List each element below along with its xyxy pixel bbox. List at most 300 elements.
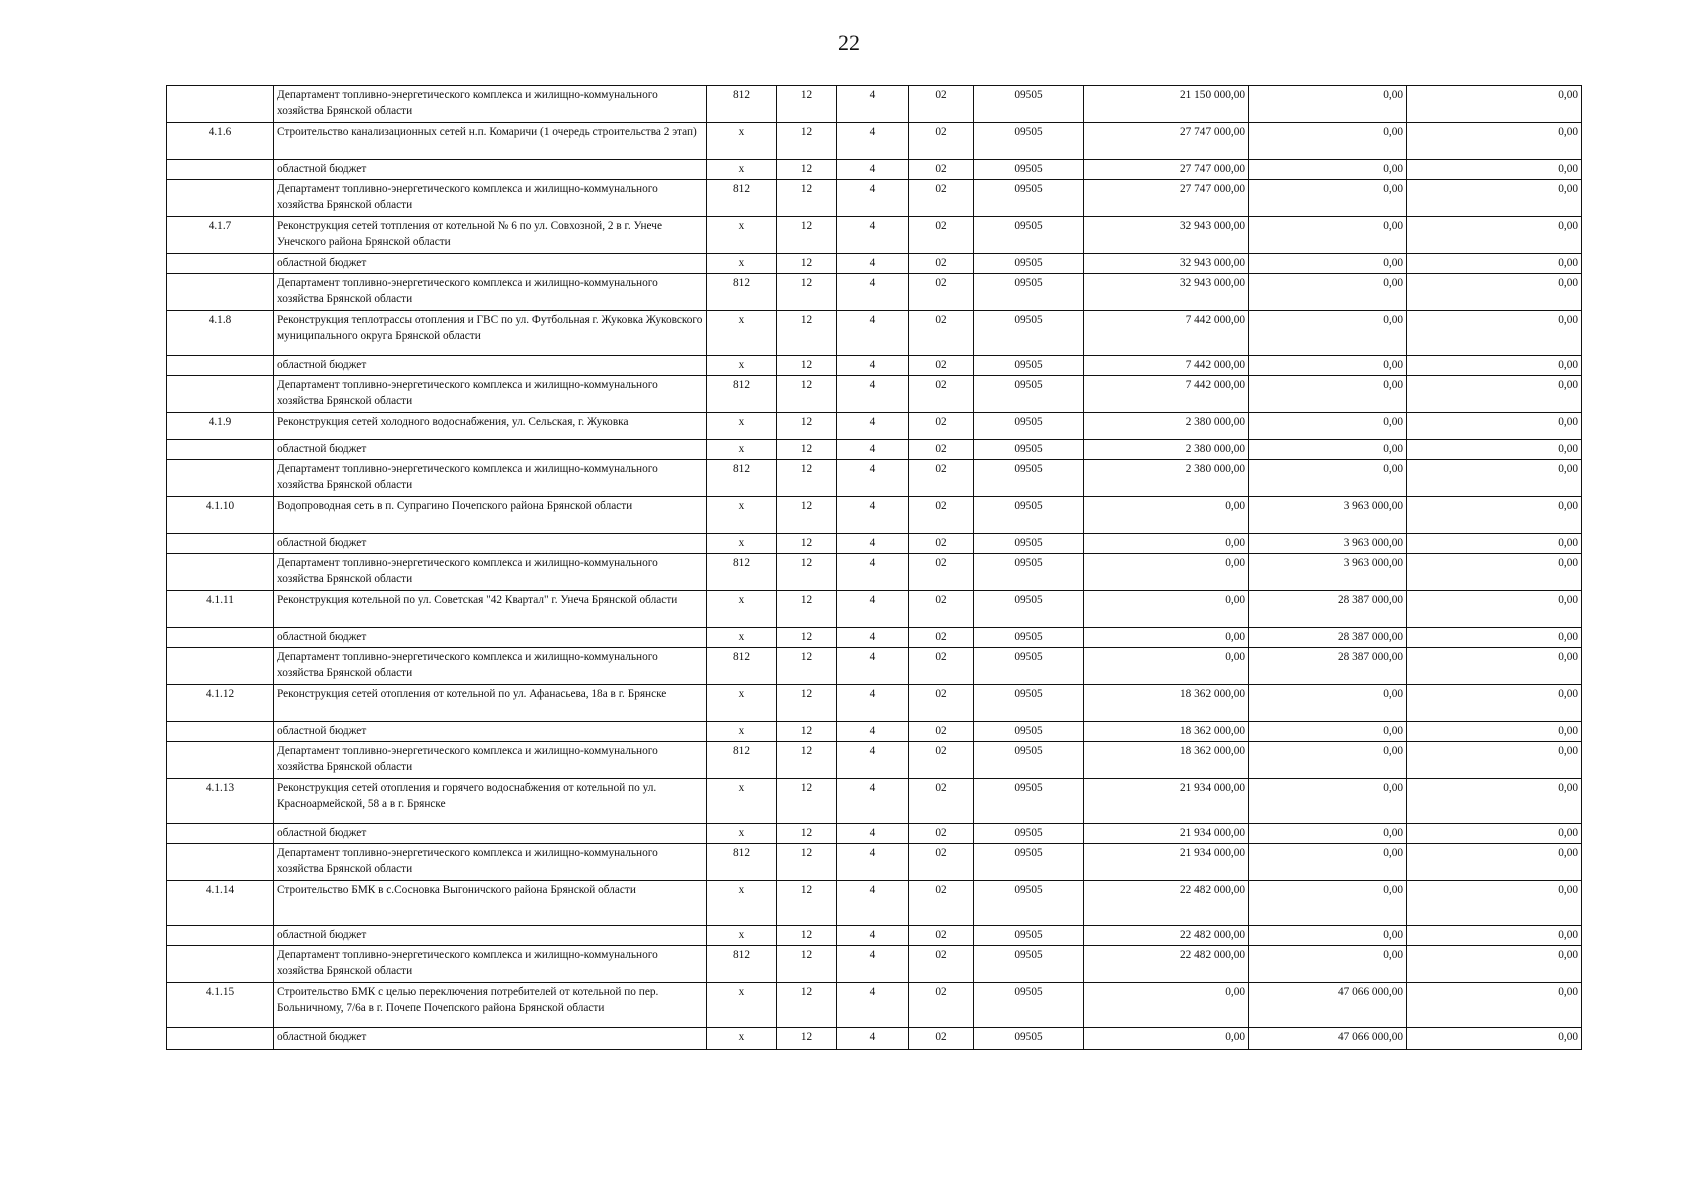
row-grbs: x (707, 685, 777, 722)
row-name: Департамент топливно-энергетического комплекса и жилищно-коммунального хозяйства Брянской области (274, 376, 707, 413)
row-program: 02 (909, 591, 974, 628)
row-section: 12 (777, 844, 837, 881)
row-target-code: 09505 (974, 413, 1084, 440)
row-program: 02 (909, 180, 974, 217)
row-amount-year1: 2 380 000,00 (1084, 460, 1249, 497)
row-amount-year3: 0,00 (1407, 844, 1582, 881)
row-grbs: x (707, 311, 777, 356)
row-amount-year2: 0,00 (1249, 685, 1407, 722)
row-amount-year1: 2 380 000,00 (1084, 440, 1249, 460)
row-name: Реконструкция сетей холодного водоснабжения, ул. Сельская, г. Жуковка (274, 413, 707, 440)
row-name: Департамент топливно-энергетического комплекса и жилищно-коммунального хозяйства Брянской области (274, 648, 707, 685)
row-number: 4.1.9 (167, 413, 274, 440)
row-grbs: x (707, 440, 777, 460)
table-row (167, 254, 1582, 274)
row-number (167, 628, 274, 648)
table-row (167, 1028, 1582, 1050)
row-amount-year2: 0,00 (1249, 946, 1407, 983)
row-subsection: 4 (837, 722, 909, 742)
row-number: 4.1.6 (167, 123, 274, 160)
row-name: Реконструкция сетей отопления и горячего водоснабжения от котельной по ул. Красноармейской, 58 а в г. Брянске (274, 779, 707, 824)
row-subsection: 4 (837, 779, 909, 824)
row-number (167, 440, 274, 460)
row-amount-year1: 22 482 000,00 (1084, 881, 1249, 926)
row-number (167, 824, 274, 844)
row-grbs: x (707, 722, 777, 742)
row-target-code: 09505 (974, 311, 1084, 356)
row-amount-year2: 47 066 000,00 (1249, 983, 1407, 1028)
row-subsection: 4 (837, 123, 909, 160)
row-target-code: 09505 (974, 160, 1084, 180)
row-name: Реконструкция теплотрассы отопления и ГВС по ул. Футбольная г. Жуковка Жуковского муниципального округа Брянской области (274, 311, 707, 356)
row-subsection: 4 (837, 254, 909, 274)
row-section: 12 (777, 554, 837, 591)
row-subsection: 4 (837, 648, 909, 685)
table-row (167, 926, 1582, 946)
row-subsection: 4 (837, 376, 909, 413)
row-number (167, 648, 274, 685)
row-subsection: 4 (837, 86, 909, 123)
row-amount-year2: 0,00 (1249, 440, 1407, 460)
row-target-code: 09505 (974, 254, 1084, 274)
row-section: 12 (777, 497, 837, 534)
row-amount-year3: 0,00 (1407, 460, 1582, 497)
row-number (167, 460, 274, 497)
row-amount-year1: 27 747 000,00 (1084, 160, 1249, 180)
row-target-code: 09505 (974, 722, 1084, 742)
row-section: 12 (777, 983, 837, 1028)
row-section: 12 (777, 413, 837, 440)
row-subsection: 4 (837, 554, 909, 591)
row-amount-year1: 18 362 000,00 (1084, 742, 1249, 779)
row-amount-year1: 21 934 000,00 (1084, 779, 1249, 824)
row-amount-year1: 27 747 000,00 (1084, 180, 1249, 217)
table-row (167, 844, 1582, 881)
row-target-code: 09505 (974, 628, 1084, 648)
row-subsection: 4 (837, 274, 909, 311)
row-amount-year1: 0,00 (1084, 983, 1249, 1028)
row-target-code: 09505 (974, 356, 1084, 376)
row-program: 02 (909, 648, 974, 685)
row-number: 4.1.14 (167, 881, 274, 926)
row-grbs: 812 (707, 274, 777, 311)
row-target-code: 09505 (974, 648, 1084, 685)
row-amount-year2: 0,00 (1249, 722, 1407, 742)
row-program: 02 (909, 881, 974, 926)
row-amount-year1: 18 362 000,00 (1084, 685, 1249, 722)
row-name: Департамент топливно-энергетического комплекса и жилищно-коммунального хозяйства Брянской области (274, 742, 707, 779)
table-row (167, 274, 1582, 311)
table-row (167, 881, 1582, 926)
row-section: 12 (777, 946, 837, 983)
row-target-code: 09505 (974, 591, 1084, 628)
row-target-code: 09505 (974, 376, 1084, 413)
row-amount-year1: 7 442 000,00 (1084, 376, 1249, 413)
row-amount-year3: 0,00 (1407, 824, 1582, 844)
row-amount-year2: 0,00 (1249, 160, 1407, 180)
row-program: 02 (909, 685, 974, 722)
row-name: областной бюджет (274, 1028, 707, 1050)
row-subsection: 4 (837, 311, 909, 356)
row-number: 4.1.15 (167, 983, 274, 1028)
row-grbs: x (707, 779, 777, 824)
row-subsection: 4 (837, 1028, 909, 1050)
row-amount-year2: 0,00 (1249, 311, 1407, 356)
row-number (167, 554, 274, 591)
row-amount-year3: 0,00 (1407, 534, 1582, 554)
row-amount-year1: 7 442 000,00 (1084, 311, 1249, 356)
row-grbs: 812 (707, 844, 777, 881)
row-name: Реконструкция сетей тотпления от котельной № 6 по ул. Совхозной, 2 в г. Унече Унечского района Брянской области (274, 217, 707, 254)
row-subsection: 4 (837, 160, 909, 180)
row-subsection: 4 (837, 356, 909, 376)
row-name: областной бюджет (274, 254, 707, 274)
row-subsection: 4 (837, 946, 909, 983)
row-section: 12 (777, 274, 837, 311)
row-subsection: 4 (837, 534, 909, 554)
row-target-code: 09505 (974, 460, 1084, 497)
row-program: 02 (909, 160, 974, 180)
row-amount-year3: 0,00 (1407, 722, 1582, 742)
row-section: 12 (777, 824, 837, 844)
table-row (167, 376, 1582, 413)
row-amount-year3: 0,00 (1407, 591, 1582, 628)
row-amount-year3: 0,00 (1407, 254, 1582, 274)
row-program: 02 (909, 534, 974, 554)
page-number: 22 (838, 30, 860, 55)
row-section: 12 (777, 742, 837, 779)
row-name: областной бюджет (274, 160, 707, 180)
row-amount-year2: 47 066 000,00 (1249, 1028, 1407, 1050)
row-number: 4.1.7 (167, 217, 274, 254)
row-amount-year2: 0,00 (1249, 86, 1407, 123)
row-amount-year1: 0,00 (1084, 628, 1249, 648)
row-section: 12 (777, 440, 837, 460)
row-program: 02 (909, 742, 974, 779)
table-row (167, 983, 1582, 1028)
row-number (167, 722, 274, 742)
row-amount-year1: 0,00 (1084, 591, 1249, 628)
row-subsection: 4 (837, 881, 909, 926)
row-name: Департамент топливно-энергетического комплекса и жилищно-коммунального хозяйства Брянской области (274, 460, 707, 497)
row-program: 02 (909, 722, 974, 742)
row-amount-year2: 0,00 (1249, 779, 1407, 824)
budget-table (166, 85, 1582, 1050)
table-body (167, 86, 1582, 1050)
row-program: 02 (909, 217, 974, 254)
row-number (167, 274, 274, 311)
table-row (167, 946, 1582, 983)
row-amount-year1: 18 362 000,00 (1084, 722, 1249, 742)
table-row (167, 413, 1582, 440)
row-amount-year3: 0,00 (1407, 554, 1582, 591)
row-name: Строительство БМК в с.Сосновка Выгоничского района Брянской области (274, 881, 707, 926)
row-name: областной бюджет (274, 926, 707, 946)
row-target-code: 09505 (974, 1028, 1084, 1050)
row-amount-year2: 28 387 000,00 (1249, 591, 1407, 628)
row-section: 12 (777, 648, 837, 685)
row-section: 12 (777, 628, 837, 648)
row-amount-year3: 0,00 (1407, 779, 1582, 824)
row-program: 02 (909, 628, 974, 648)
row-amount-year2: 0,00 (1249, 413, 1407, 440)
row-target-code: 09505 (974, 554, 1084, 591)
row-amount-year3: 0,00 (1407, 497, 1582, 534)
row-name: Департамент топливно-энергетического комплекса и жилищно-коммунального хозяйства Брянской области (274, 844, 707, 881)
row-program: 02 (909, 824, 974, 844)
row-target-code: 09505 (974, 534, 1084, 554)
row-number (167, 254, 274, 274)
row-amount-year2: 0,00 (1249, 881, 1407, 926)
row-subsection: 4 (837, 591, 909, 628)
row-target-code: 09505 (974, 440, 1084, 460)
row-amount-year3: 0,00 (1407, 881, 1582, 926)
row-number (167, 376, 274, 413)
row-subsection: 4 (837, 844, 909, 881)
row-subsection: 4 (837, 440, 909, 460)
row-amount-year2: 0,00 (1249, 460, 1407, 497)
row-amount-year2: 3 963 000,00 (1249, 534, 1407, 554)
row-section: 12 (777, 460, 837, 497)
row-program: 02 (909, 274, 974, 311)
row-section: 12 (777, 123, 837, 160)
row-section: 12 (777, 376, 837, 413)
row-amount-year1: 32 943 000,00 (1084, 217, 1249, 254)
table-row (167, 440, 1582, 460)
table-row (167, 86, 1582, 123)
row-number (167, 926, 274, 946)
row-section: 12 (777, 881, 837, 926)
row-grbs: 812 (707, 86, 777, 123)
row-subsection: 4 (837, 983, 909, 1028)
row-target-code: 09505 (974, 742, 1084, 779)
row-amount-year3: 0,00 (1407, 376, 1582, 413)
row-program: 02 (909, 779, 974, 824)
row-amount-year1: 0,00 (1084, 534, 1249, 554)
row-amount-year1: 32 943 000,00 (1084, 254, 1249, 274)
row-amount-year2: 3 963 000,00 (1249, 497, 1407, 534)
row-amount-year2: 0,00 (1249, 217, 1407, 254)
row-section: 12 (777, 1028, 837, 1050)
row-subsection: 4 (837, 742, 909, 779)
row-amount-year2: 0,00 (1249, 180, 1407, 217)
row-grbs: x (707, 926, 777, 946)
row-name: Департамент топливно-энергетического комплекса и жилищно-коммунального хозяйства Брянской области (274, 554, 707, 591)
row-amount-year1: 0,00 (1084, 554, 1249, 591)
table-row (167, 311, 1582, 356)
row-subsection: 4 (837, 413, 909, 440)
row-target-code: 09505 (974, 685, 1084, 722)
row-target-code: 09505 (974, 497, 1084, 534)
row-subsection: 4 (837, 926, 909, 946)
row-amount-year2: 0,00 (1249, 844, 1407, 881)
row-program: 02 (909, 554, 974, 591)
row-name: Департамент топливно-энергетического комплекса и жилищно-коммунального хозяйства Брянской области (274, 274, 707, 311)
row-number: 4.1.10 (167, 497, 274, 534)
table-row (167, 685, 1582, 722)
row-name: областной бюджет (274, 356, 707, 376)
table-row (167, 356, 1582, 376)
row-amount-year3: 0,00 (1407, 946, 1582, 983)
row-name: областной бюджет (274, 722, 707, 742)
row-number (167, 1028, 274, 1050)
row-grbs: 812 (707, 460, 777, 497)
row-amount-year1: 0,00 (1084, 497, 1249, 534)
row-grbs: x (707, 881, 777, 926)
row-subsection: 4 (837, 217, 909, 254)
row-target-code: 09505 (974, 946, 1084, 983)
row-subsection: 4 (837, 460, 909, 497)
table-row (167, 648, 1582, 685)
row-target-code: 09505 (974, 180, 1084, 217)
row-number (167, 160, 274, 180)
row-grbs: 812 (707, 742, 777, 779)
row-grbs: x (707, 497, 777, 534)
row-amount-year1: 21 934 000,00 (1084, 844, 1249, 881)
row-section: 12 (777, 926, 837, 946)
row-amount-year3: 0,00 (1407, 356, 1582, 376)
row-name: областной бюджет (274, 534, 707, 554)
row-section: 12 (777, 311, 837, 356)
row-program: 02 (909, 413, 974, 440)
row-grbs: x (707, 254, 777, 274)
row-amount-year3: 0,00 (1407, 413, 1582, 440)
row-grbs: x (707, 217, 777, 254)
row-amount-year1: 21 150 000,00 (1084, 86, 1249, 123)
row-amount-year2: 0,00 (1249, 742, 1407, 779)
row-name: Департамент топливно-энергетического комплекса и жилищно-коммунального хозяйства Брянской области (274, 946, 707, 983)
row-program: 02 (909, 497, 974, 534)
row-amount-year3: 0,00 (1407, 160, 1582, 180)
row-target-code: 09505 (974, 824, 1084, 844)
row-number (167, 180, 274, 217)
row-number (167, 844, 274, 881)
row-amount-year2: 0,00 (1249, 376, 1407, 413)
row-target-code: 09505 (974, 881, 1084, 926)
row-name: Департамент топливно-энергетического комплекса и жилищно-коммунального хозяйства Брянской области (274, 86, 707, 123)
row-amount-year3: 0,00 (1407, 86, 1582, 123)
row-section: 12 (777, 722, 837, 742)
row-target-code: 09505 (974, 779, 1084, 824)
row-number: 4.1.11 (167, 591, 274, 628)
row-name: Департамент топливно-энергетического комплекса и жилищно-коммунального хозяйства Брянской области (274, 180, 707, 217)
row-amount-year2: 28 387 000,00 (1249, 648, 1407, 685)
row-program: 02 (909, 460, 974, 497)
row-section: 12 (777, 779, 837, 824)
row-amount-year1: 22 482 000,00 (1084, 926, 1249, 946)
row-number (167, 946, 274, 983)
row-amount-year1: 21 934 000,00 (1084, 824, 1249, 844)
row-section: 12 (777, 534, 837, 554)
row-name: областной бюджет (274, 824, 707, 844)
table-row (167, 123, 1582, 160)
row-grbs: x (707, 534, 777, 554)
row-number: 4.1.12 (167, 685, 274, 722)
row-amount-year3: 0,00 (1407, 440, 1582, 460)
row-amount-year2: 28 387 000,00 (1249, 628, 1407, 648)
table-row (167, 591, 1582, 628)
table-row (167, 628, 1582, 648)
row-target-code: 09505 (974, 844, 1084, 881)
row-amount-year3: 0,00 (1407, 685, 1582, 722)
row-grbs: 812 (707, 180, 777, 217)
row-amount-year2: 0,00 (1249, 123, 1407, 160)
row-grbs: x (707, 983, 777, 1028)
row-section: 12 (777, 86, 837, 123)
row-number (167, 534, 274, 554)
table-row (167, 554, 1582, 591)
row-program: 02 (909, 1028, 974, 1050)
row-amount-year1: 0,00 (1084, 1028, 1249, 1050)
row-grbs: x (707, 356, 777, 376)
row-program: 02 (909, 311, 974, 356)
row-target-code: 09505 (974, 926, 1084, 946)
row-amount-year3: 0,00 (1407, 926, 1582, 946)
row-number: 4.1.8 (167, 311, 274, 356)
row-amount-year3: 0,00 (1407, 628, 1582, 648)
row-grbs: 812 (707, 648, 777, 685)
row-target-code: 09505 (974, 123, 1084, 160)
table-row (167, 534, 1582, 554)
row-amount-year3: 0,00 (1407, 983, 1582, 1028)
row-number: 4.1.13 (167, 779, 274, 824)
row-amount-year3: 0,00 (1407, 180, 1582, 217)
table-row (167, 742, 1582, 779)
row-grbs: 812 (707, 554, 777, 591)
row-subsection: 4 (837, 824, 909, 844)
row-grbs: x (707, 160, 777, 180)
row-program: 02 (909, 946, 974, 983)
row-grbs: x (707, 591, 777, 628)
row-number (167, 742, 274, 779)
row-amount-year2: 0,00 (1249, 254, 1407, 274)
row-program: 02 (909, 983, 974, 1028)
row-amount-year2: 3 963 000,00 (1249, 554, 1407, 591)
row-subsection: 4 (837, 685, 909, 722)
row-amount-year2: 0,00 (1249, 926, 1407, 946)
row-grbs: 812 (707, 946, 777, 983)
row-section: 12 (777, 685, 837, 722)
row-grbs: 812 (707, 376, 777, 413)
row-amount-year3: 0,00 (1407, 311, 1582, 356)
row-name: Реконструкция сетей отопления от котельной по ул. Афанасьева, 18а в г. Брянске (274, 685, 707, 722)
row-amount-year3: 0,00 (1407, 1028, 1582, 1050)
row-program: 02 (909, 376, 974, 413)
row-subsection: 4 (837, 628, 909, 648)
row-section: 12 (777, 160, 837, 180)
row-grbs: x (707, 413, 777, 440)
table-row (167, 824, 1582, 844)
row-amount-year1: 0,00 (1084, 648, 1249, 685)
table-row (167, 722, 1582, 742)
row-amount-year3: 0,00 (1407, 742, 1582, 779)
row-target-code: 09505 (974, 983, 1084, 1028)
row-target-code: 09505 (974, 274, 1084, 311)
row-section: 12 (777, 217, 837, 254)
row-name: Строительство БМК с целью переключения потребителей от котельной по пер. Больничному, 7/6а в г. Почепе Почепского района Брянской области (274, 983, 707, 1028)
row-section: 12 (777, 254, 837, 274)
row-amount-year3: 0,00 (1407, 217, 1582, 254)
table-row (167, 160, 1582, 180)
row-target-code: 09505 (974, 217, 1084, 254)
row-amount-year3: 0,00 (1407, 274, 1582, 311)
row-grbs: x (707, 123, 777, 160)
row-number (167, 356, 274, 376)
row-subsection: 4 (837, 497, 909, 534)
row-number (167, 86, 274, 123)
row-section: 12 (777, 180, 837, 217)
row-program: 02 (909, 440, 974, 460)
